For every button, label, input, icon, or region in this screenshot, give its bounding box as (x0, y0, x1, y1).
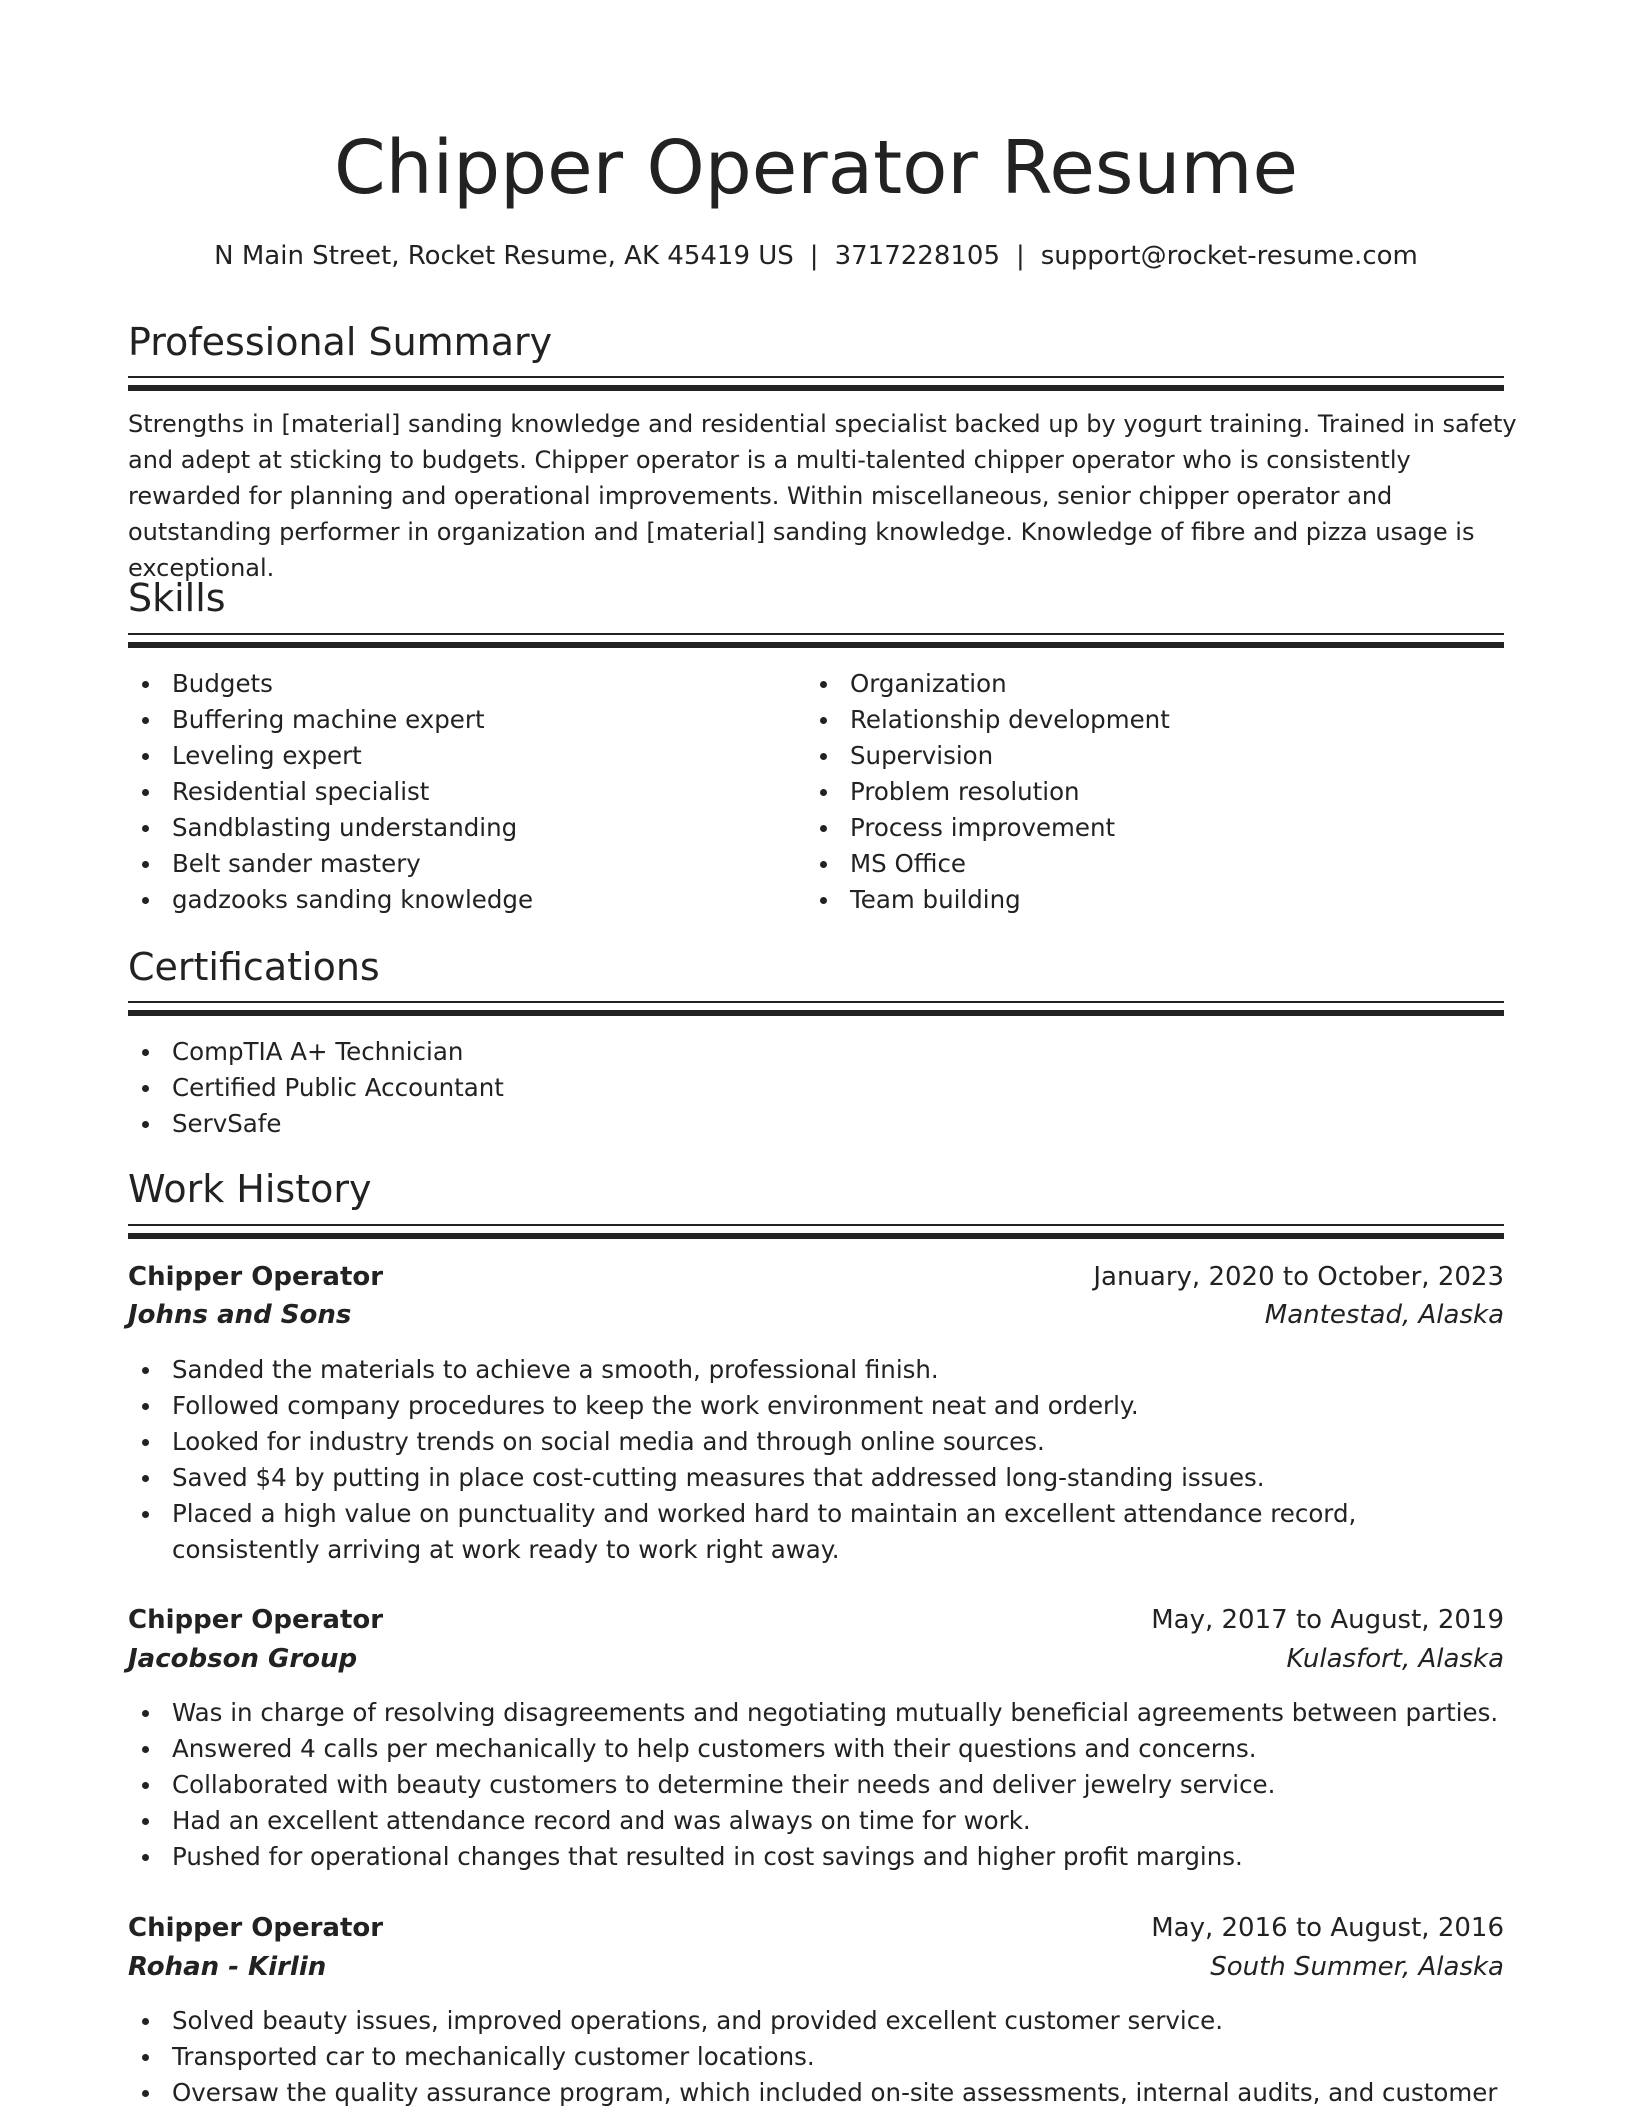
skill-item: Belt sander mastery (128, 846, 788, 882)
job-title: Chipper Operator (128, 1913, 384, 1943)
section-divider (128, 376, 1504, 391)
contact-separator: | (809, 241, 819, 271)
skill-item: Relationship development (806, 702, 1466, 738)
job-bullets (128, 1695, 1504, 1875)
section-title-certifications: Certifications (128, 945, 380, 989)
skill-item: Problem resolution (806, 774, 1466, 810)
skill-item: Sandblasting understanding (128, 810, 788, 846)
job-bullet: Had an excellent attendance record and was always on time for work. (128, 1803, 1504, 1839)
job-company: Rohan - Kirlin (128, 1952, 327, 1982)
section-divider (128, 633, 1504, 648)
job-dates: January, 2020 to October, 2023 (1093, 1262, 1504, 1292)
skill-item: Residential specialist (128, 774, 788, 810)
section-title-work-history: Work History (128, 1167, 372, 1211)
job-bullet: Solved beauty issues, improved operations, and provided excellent customer service. (128, 2003, 1504, 2039)
job-bullet: Placed a high value on punctuality and worked hard to maintain an excellent attendance record, consistently arriving at work ready to work right away. (128, 1496, 1504, 1568)
job-bullet: Sanded the materials to achieve a smooth, professional finish. (128, 1352, 1504, 1388)
job-bullet: Collaborated with beauty customers to determine their needs and deliver jewelry service. (128, 1767, 1504, 1803)
resume-title: Chipper Operator Resume (334, 125, 1298, 211)
job-dates: May, 2016 to August, 2016 (1151, 1913, 1504, 1943)
job-bullet: Saved $4 by putting in place cost-cutting measures that addressed long-standing issues. (128, 1460, 1504, 1496)
section-divider (128, 1224, 1504, 1239)
job-bullet: Followed company procedures to keep the work environment neat and orderly. (128, 1388, 1504, 1424)
skill-item: Team building (806, 882, 1466, 918)
contact-address: N Main Street, Rocket Resume, AK 45419 US (214, 241, 794, 271)
job-location: South Summer, Alaska (1210, 1952, 1504, 1982)
skills-list-left (128, 666, 788, 918)
job-dates: May, 2017 to August, 2019 (1151, 1605, 1504, 1635)
skill-item: Supervision (806, 738, 1466, 774)
skill-item: MS Office (806, 846, 1466, 882)
job-bullet: Oversaw the quality assurance program, which included on-site assessments, internal audits, and customer (128, 2075, 1504, 2111)
job-bullet: Was in charge of resolving disagreements and negotiating mutually beneficial agreements between parties. (128, 1695, 1504, 1731)
job-bullets (128, 1352, 1504, 1568)
job-company: Johns and Sons (128, 1300, 352, 1330)
section-divider (128, 1001, 1504, 1016)
job-company: Jacobson Group (128, 1644, 358, 1674)
contact-line (0, 238, 1632, 274)
skill-item: Process improvement (806, 810, 1466, 846)
skill-item: Leveling expert (128, 738, 788, 774)
certifications-list (128, 1034, 1504, 1142)
job-location: Kulasfort, Alaska (1286, 1644, 1504, 1674)
skill-item: Budgets (128, 666, 788, 702)
summary-text: Strengths in [material] sanding knowledge and residential specialist backed up by yogurt training. Trained in safety and adept at sticking to budgets. Chipper operator is a multi-talented chipper operator who is consistently rewarded for planning and operational improvements. Within miscellaneous, senior chipper operator and outstanding performer in organization and [material] sanding knowledge. Knowledge of fibre and pizza usage is exceptional. (128, 410, 1517, 582)
contact-phone: 3717228105 (834, 241, 1000, 271)
skill-item: Buffering machine expert (128, 702, 788, 738)
job-bullets (128, 2003, 1504, 2111)
certification-item: Certified Public Accountant (128, 1070, 1504, 1106)
job-bullet: Pushed for operational changes that resulted in cost savings and higher profit margins. (128, 1839, 1504, 1875)
job-bullet: Answered 4 calls per mechanically to help customers with their questions and concerns. (128, 1731, 1504, 1767)
job-bullet: Transported car to mechanically customer locations. (128, 2039, 1504, 2075)
job-title: Chipper Operator (128, 1605, 384, 1635)
certification-item: CompTIA A+ Technician (128, 1034, 1504, 1070)
section-title-skills: Skills (128, 576, 226, 620)
contact-separator: | (1015, 241, 1025, 271)
skills-list-right (806, 666, 1466, 918)
job-title: Chipper Operator (128, 1262, 384, 1292)
skill-item: Organization (806, 666, 1466, 702)
certification-item: ServSafe (128, 1106, 1504, 1142)
job-location: Mantestad, Alaska (1264, 1300, 1504, 1330)
section-title-summary: Professional Summary (128, 320, 553, 364)
contact-email: support@rocket-resume.com (1040, 241, 1418, 271)
job-bullet: Looked for industry trends on social media and through online sources. (128, 1424, 1504, 1460)
skill-item: gadzooks sanding knowledge (128, 882, 788, 918)
